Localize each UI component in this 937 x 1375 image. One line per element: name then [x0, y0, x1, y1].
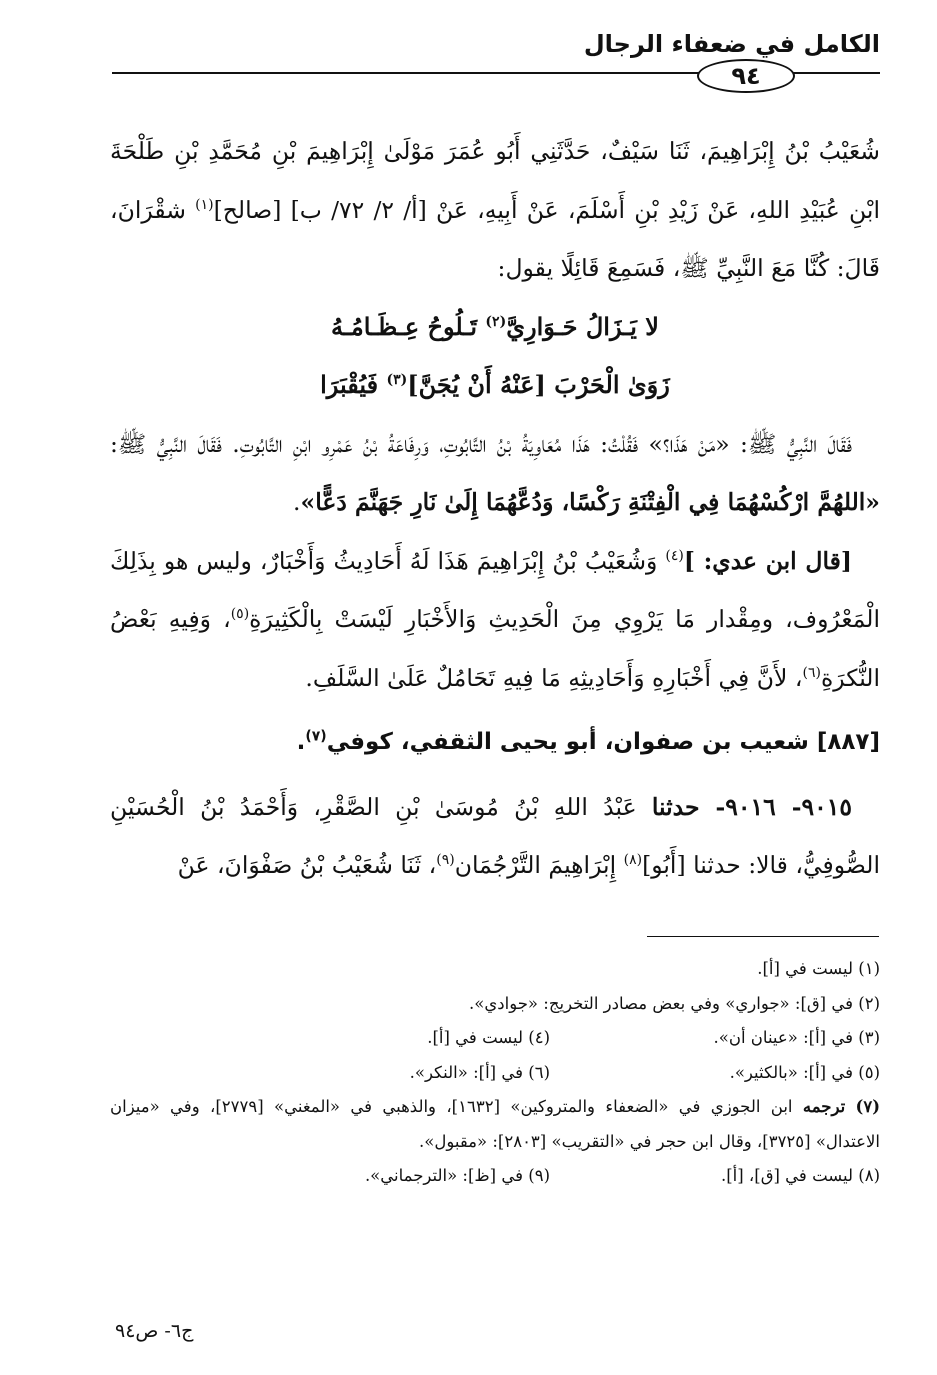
- paragraph-4: ٩٠١٥- ٩٠١٦- حدثنا عَبْدُ اللهِ بْنُ مُوسَىٰ بْنِ الصَّقْرِ، وَأَحْمَدُ بْنُ الْحُسَيْنِ الصُّوفِيُّ، قالا: حدثنا [أَبُو]$^{(٨)}$ إِبْرَاهِيمَ التَّرْجُمَان$^{(٩)}$، ثَنَا شُعَيْبُ بْنُ صَفْوَانَ، عَنْ: [110, 792, 880, 879]
- entry-heading: [٨٨٧] شعيب بن صفوان، أبو يحيى الثقفي، كوفي$^{(٧)}$.: [296, 728, 880, 755]
- footnote-3: (٣) في [أ]: «عينان أن».: [713, 1028, 880, 1047]
- volume-page-reference: ج٦- ص٩٤: [115, 1320, 194, 1342]
- footnote-9: (٩) في [ظ]: «الترجماني».: [364, 1166, 550, 1185]
- footnotes: [110, 952, 880, 1194]
- footnote-separator: [647, 936, 879, 937]
- main-text: [110, 122, 880, 895]
- footnote-row: [110, 987, 880, 1022]
- paragraph-3: [قال ابن عدي: ]$^{(٤)}$ وَشُعَيْبُ بْنُ إِبْرَاهِيمَ هَذَا لَهُ أَحَادِيثُ وَأَخْبَارٌ، وليس هو بِذَلِكَ الْمَعْرُوف، ومِقْدار مَا يَرْوِي مِنَ الْحَدِيثِ وَالأَخْبَارِ لَيْسَتْ بِالْكَثِيرَةِ$^{(٥)}$، وَفِيهِ بَعْضُ النُّكرَةِ$^{(٦)}$، لأَنَّ فِي أَخْبَارِهِ وَأَحَادِيثِهِ مَا فِيهِ تَحَامُلٌ عَلَىٰ السَّلَفِ.: [110, 546, 880, 692]
- paragraph-1: شُعَيْبُ بْنُ إِبْرَاهِيمَ، ثَنَا سَيْفٌ، حَدَّثَنِي أَبُو عُمَرَ مَوْلَىٰ إِبْرَاهِيمَ بْنِ مُحَمَّدِ بْنِ طَلْحَةَ ابْنِ عُبَيْدِ اللهِ، عَنْ زَيْدِ بْنِ أَسْلَمَ، عَنْ أَبِيهِ، عَنْ [أ/ ٢/ ٧٢/ ب] [صالح]$^{(١)}$ شقْرَانَ، قَالَ: كُنَّا مَعَ النَّبِيِّ ﷺ، فَسَمِعَ قَائِلًا يقول:: [110, 137, 880, 282]
- footnote-ref-8[interactable]: (٨): [623, 852, 643, 869]
- footnote-ref-9[interactable]: (٩): [436, 852, 455, 869]
- poem-verse: [110, 298, 880, 415]
- prophetic-supplication: «اللهُمَّ ارْكُسْهُمَا فِي الْفِتْنَةِ رَكْسًا، وَدُعَّهُمَا إِلَىٰ نَارِ جَهَنَّمَ دَعًّا»: [300, 488, 880, 516]
- poem-hemistich-left: زَوَىٰ الْحَرْبَ [عَنْهُ أَنْ يُجَنَّ]$^{(٣)}$ فَيُقْبَرَا: [320, 370, 670, 399]
- page-header: [112, 24, 880, 124]
- footnote-ref-6[interactable]: (٦): [802, 664, 821, 681]
- book-title: الكامل في ضعفاء الرجال: [583, 30, 880, 58]
- footnote-7: (٧) ترجمه ابن الجوزي في «الضعفاء والمتروكين» [١٦٣٢]، والذهبي في «المغني» [٢٧٧٩]، وفي «ميزان الاعتدال» [٣٧٢٥]، وقال ابن حجر في «التقريب» [٢٨٠٣]: «مقبول».: [110, 1097, 880, 1151]
- footnote-8: (٨) ليست في [ق]، [أ].: [720, 1166, 880, 1185]
- ibn-adi-label: [قال ابن عدي: ]: [683, 546, 852, 575]
- footnote-row: [110, 1056, 880, 1091]
- footnote-row: [110, 1159, 880, 1194]
- poem-hemistich-right: لا يَـزَالُ حَـوَارِيَّ$^{(٢)}$ تَـلُوحُ عِـظَـامُـهُ: [331, 311, 659, 341]
- footnote-6: (٦) في [أ]: «النكر».: [409, 1062, 550, 1082]
- footnote-ref-1[interactable]: (١): [195, 196, 214, 213]
- footnote-ref-2[interactable]: (٢): [485, 313, 507, 330]
- footnote-ref-4[interactable]: (٤): [665, 547, 684, 564]
- footnote-1: (١) ليست في [أ].: [757, 959, 880, 978]
- footnote-5: (٥) في [أ]: «بالكثير».: [729, 1062, 880, 1082]
- page-number: ٩٤: [697, 59, 795, 93]
- footnote-row: [110, 952, 880, 987]
- footnote-ref-3[interactable]: (٣): [386, 372, 408, 388]
- footnote-row: [110, 1021, 880, 1056]
- footnote-ref-5[interactable]: (٥): [230, 606, 250, 623]
- paragraph-2: فَقَالَ النَّبِيُّ ﷺ: «مَنْ هَذَا؟» فَقُلْتُ: هَذَا مُعَاوِيَةُ بْنُ التَّابُوتِ، وَرِفَاعَةُ بْنُ عَمْرِو ابْنِ التَّابُوتِ. فَقَالَ النَّبِيُّ ﷺ: «اللهُمَّ ارْكُسْهُمَا فِي الْفِتْنَةِ رَكْسًا، وَدُعَّهُمَا إِلَىٰ نَارِ جَهَنَّمَ دَعًّا».: [110, 429, 880, 516]
- hadith-number: ٩٠١٥- ٩٠١٦- حدثنا: [651, 792, 852, 821]
- footnote-4: (٤) ليست في [أ].: [427, 1028, 550, 1047]
- footnote-ref-7[interactable]: (٧): [305, 728, 327, 745]
- footnote-2: (٢) في [ق]: «جواري» وفي بعض مصادر التخريج: «جوادي».: [469, 993, 880, 1013]
